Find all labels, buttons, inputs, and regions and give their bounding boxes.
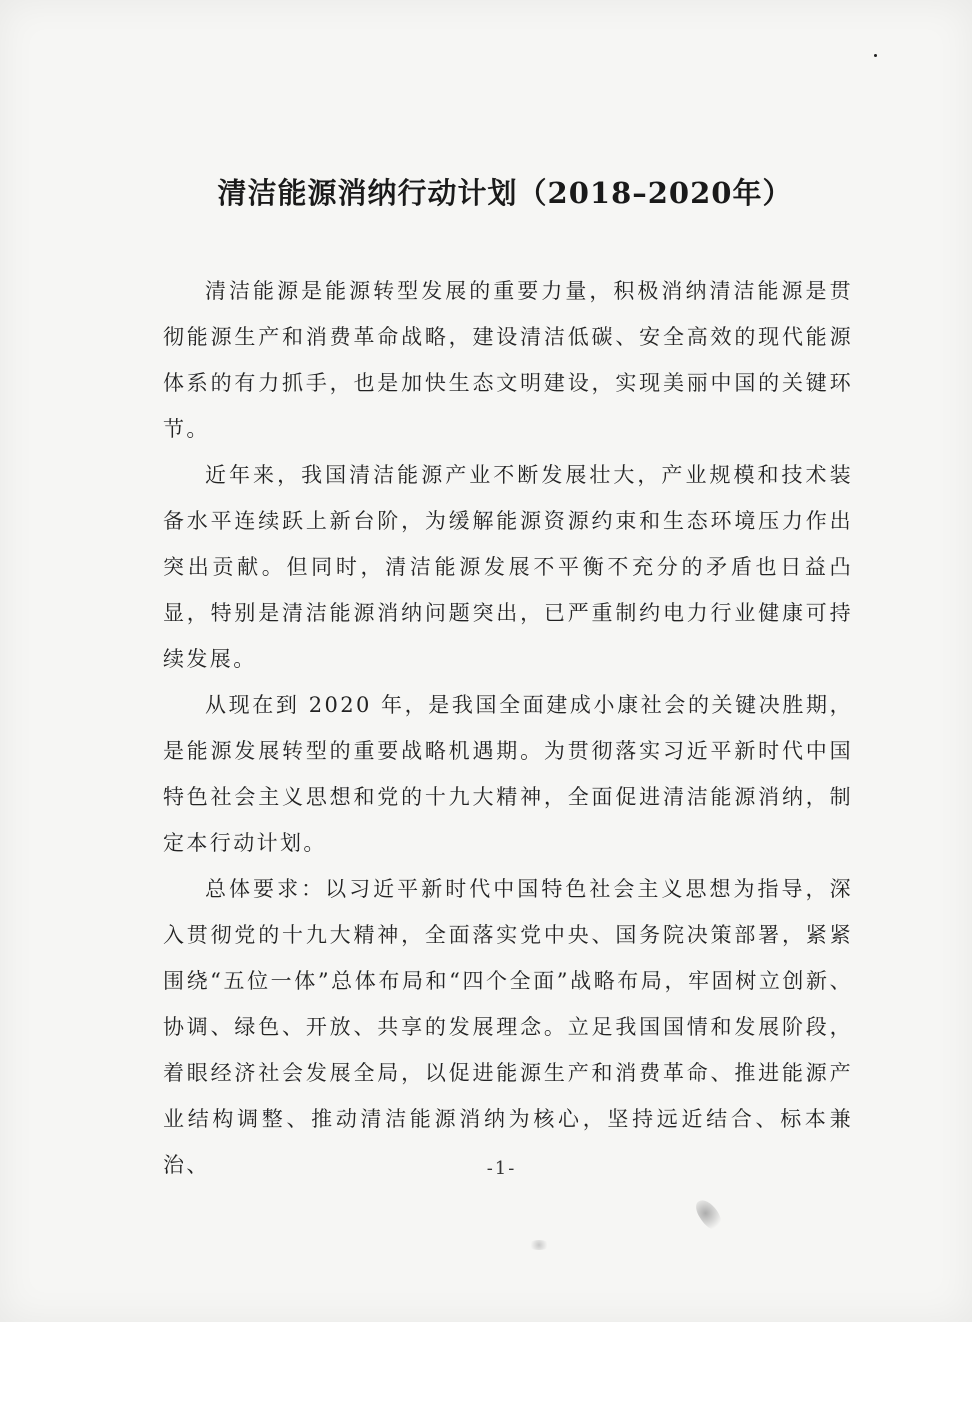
document-title: 清洁能源消纳行动计划（2018–2020年） (217, 176, 793, 210)
paragraph-4: 总体要求：以习近平新时代中国特色社会主义思想为指导，深入贯彻党的十九大精神，全面落实党中央、国务院决策部署，紧紧围绕“五位一体”总体布局和“四个全面”战略布局，牢固树立创新、协调、绿色、开放、共享的发展理念。立足我国国情和发展阶段，着眼经济社会发展全局，以促进能源生产和消费革命、推进能源产业结构调整、推动清洁能源消纳为核心，坚持远近结合、标本兼治、 (163, 877, 853, 1177)
paragraph-3: 从现在到 2020 年，是我国全面建成小康社会的关键决胜期，是能源发展转型的重要战略机遇期。为贯彻落实习近平新时代中国特色社会主义思想和党的十九大精神，全面促进清洁能源消纳，制定本行动计划。 (163, 693, 853, 855)
scan-smudge (528, 1240, 550, 1250)
scan-speck (874, 54, 877, 57)
page-number: -1- (486, 1158, 517, 1179)
paragraph-2: 近年来，我国清洁能源产业不断发展壮大，产业规模和技术装备水平连续跃上新台阶，为缓解能源资源约束和生态环境压力作出突出贡献。但同时，清洁能源发展不平衡不充分的矛盾也日益凸显，特别是清洁能源消纳问题突出，已严重制约电力行业健康可持续发展。 (163, 463, 853, 671)
scan-smudge (692, 1196, 726, 1234)
paragraph-1: 清洁能源是能源转型发展的重要力量，积极消纳清洁能源是贯彻能源生产和消费革命战略，建设清洁低碳、安全高效的现代能源体系的有力抓手，也是加快生态文明建设，实现美丽中国的关键环节。 (163, 279, 853, 441)
document-body (163, 268, 853, 1188)
